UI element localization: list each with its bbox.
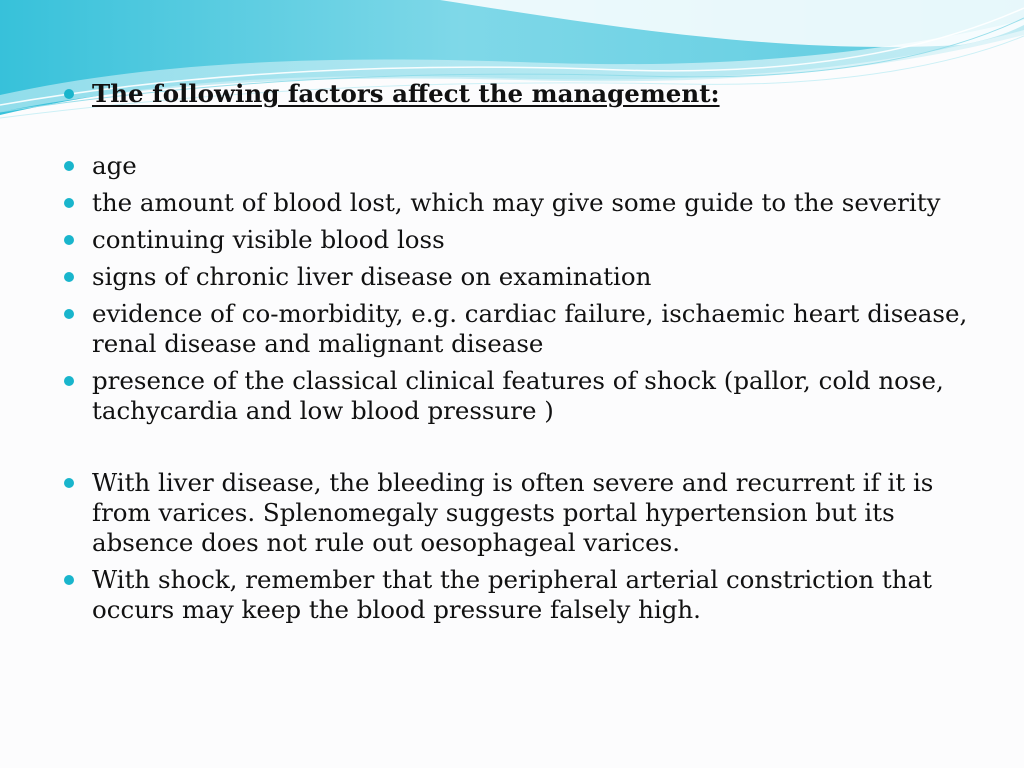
bullet-icon xyxy=(64,235,74,245)
bullet-icon xyxy=(64,272,74,282)
list-item xyxy=(62,262,982,292)
bullet-icon xyxy=(64,309,74,319)
factor-text: the amount of blood lost, which may give some guide to the severity xyxy=(92,188,941,217)
list-item xyxy=(62,188,982,218)
slide-content xyxy=(62,79,982,632)
factor-text: evidence of co-morbidity, e.g. cardiac failure, ischaemic heart disease, renal disease and malignant disease xyxy=(92,299,968,358)
note-text: With liver disease, the bleeding is often severe and recurrent if it is from varices. Splenomegaly suggests portal hypertension but its absence does not rule out oesophageal varices. xyxy=(92,468,934,557)
bullet-icon xyxy=(64,161,74,171)
bullet-icon xyxy=(64,89,74,99)
list-item xyxy=(62,468,982,558)
bullet-icon xyxy=(64,575,74,585)
list-item xyxy=(62,225,982,255)
note-text: With shock, remember that the peripheral arterial constriction that occurs may keep the blood pressure falsely high. xyxy=(92,565,932,624)
bullet-icon xyxy=(64,478,74,488)
list-item xyxy=(62,565,982,625)
bullet-list xyxy=(62,79,982,625)
heading-text: The following factors affect the management: xyxy=(92,79,720,108)
bullet-icon xyxy=(64,376,74,386)
list-item xyxy=(62,366,982,426)
list-item xyxy=(62,151,982,181)
factor-text: age xyxy=(92,151,137,180)
bullet-icon xyxy=(64,198,74,208)
heading-item xyxy=(62,79,982,109)
list-item xyxy=(62,299,982,359)
factor-text: signs of chronic liver disease on examination xyxy=(92,262,652,291)
factor-text: continuing visible blood loss xyxy=(92,225,445,254)
factor-text: presence of the classical clinical features of shock (pallor, cold nose, tachycardia and low blood pressure ) xyxy=(92,366,944,425)
